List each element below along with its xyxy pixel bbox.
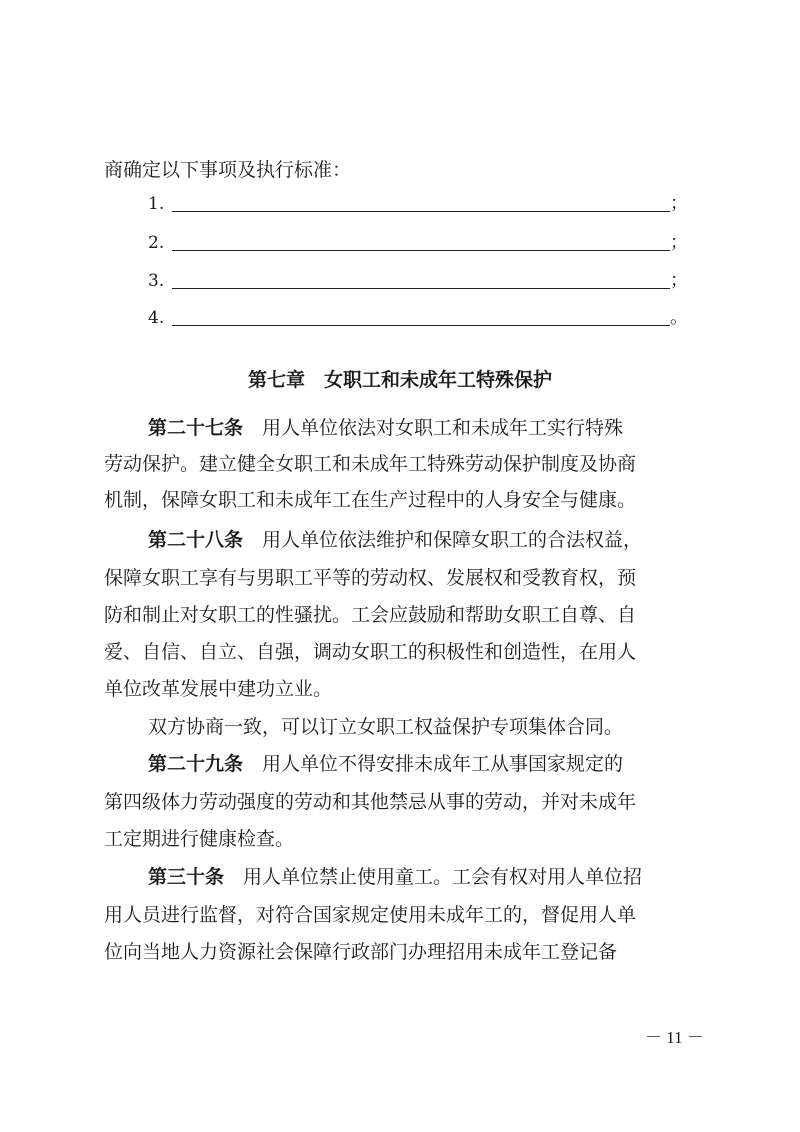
article-27-line-2: 劳动保护。建立健全女职工和未成年工特殊劳动保护制度及协商 xyxy=(104,453,637,475)
fill-in-blank-3 xyxy=(148,269,688,293)
article-28-line-5: 单位改革发展中建功立业。 xyxy=(104,678,333,700)
article-28-line-3: 防和制止对女职工的性骚扰。工会应鼓励和帮助女职工自尊、自 xyxy=(104,604,637,626)
blank-punctuation: ； xyxy=(670,193,688,214)
chapter-title: 第七章 女职工和未成年工特殊保护 xyxy=(247,369,552,391)
blank-number: 3. xyxy=(148,271,165,291)
fill-in-blank-4 xyxy=(148,306,688,330)
blank-punctuation: ； xyxy=(670,232,688,253)
article-30-line-3: 位向当地人力资源社会保障行政部门办理招用未成年工登记备 xyxy=(104,941,618,963)
article-27-line-1 xyxy=(148,416,623,440)
article-29-line-1 xyxy=(148,752,623,776)
article-28-line-1 xyxy=(148,528,642,552)
article-28-line-4: 爱、自信、自立、自强，调动女职工的积极性和创造性，在用人 xyxy=(104,641,637,663)
blank-punctuation: 。 xyxy=(670,307,688,328)
blank-number: 2. xyxy=(148,233,165,253)
article-30-text: 用人单位禁止使用童工。工会有权对用人单位招 xyxy=(243,866,643,888)
article-29-text: 用人单位不得安排未成年工从事国家规定的 xyxy=(262,753,624,775)
fill-in-blank-2 xyxy=(148,231,688,255)
blank-underline xyxy=(172,250,670,251)
page-number: － 11 － xyxy=(645,1028,704,1047)
blank-punctuation: ； xyxy=(670,270,688,291)
blank-number: 1. xyxy=(148,194,165,214)
blank-underline xyxy=(172,211,670,212)
blank-number: 4. xyxy=(148,308,165,328)
article-28-paragraph-2: 双方协商一致，可以订立女职工权益保护专项集体合同。 xyxy=(148,716,624,738)
intro-line: 商确定以下事项及执行标准： xyxy=(104,159,352,181)
article-29-line-2: 第四级体力劳动强度的劳动和其他禁忌从事的劳动，并对未成年 xyxy=(104,791,637,813)
article-30-line-2: 用人员进行监督，对符合国家规定使用未成年工的，督促用人单 xyxy=(104,904,637,926)
article-28-line-2: 保障女职工享有与男职工平等的劳动权、发展权和受教育权，预 xyxy=(104,567,637,589)
article-28-text: 用人单位依法维护和保障女职工的合法权益， xyxy=(262,529,643,551)
article-27-line-3: 机制，保障女职工和未成年工在生产过程中的人身安全与健康。 xyxy=(104,489,637,511)
blank-underline xyxy=(172,325,670,326)
article-27-label: 第二十七条 xyxy=(148,417,244,439)
article-29-label: 第二十九条 xyxy=(148,753,244,775)
fill-in-blank-1 xyxy=(148,192,688,216)
blank-underline xyxy=(172,288,670,289)
article-29-line-3: 工定期进行健康检查。 xyxy=(104,828,295,850)
article-30-label: 第三十条 xyxy=(148,866,225,888)
article-30-line-1 xyxy=(148,865,642,889)
article-28-label: 第二十八条 xyxy=(148,529,244,551)
article-27-text: 用人单位依法对女职工和未成年工实行特殊 xyxy=(262,417,624,439)
